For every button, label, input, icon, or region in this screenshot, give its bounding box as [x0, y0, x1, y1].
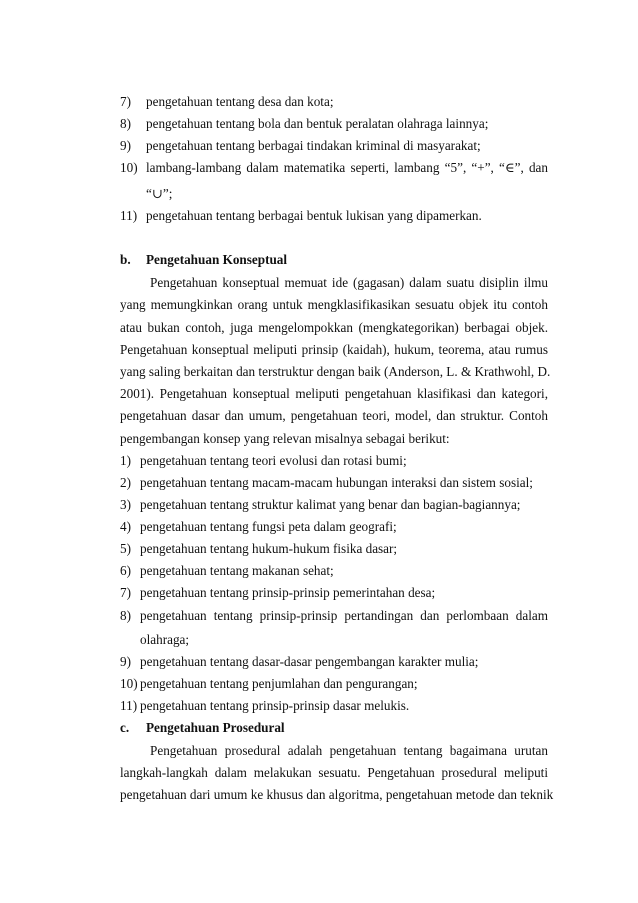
- section-title: Pengetahuan Konseptual: [146, 252, 288, 267]
- list-number: 4): [120, 519, 131, 534]
- list-text: pengetahuan tentang struktur kalimat yang benar dan bagian-bagiannya;: [140, 497, 521, 512]
- paragraph-line: 2001). Pengetahuan konseptual meliputi pengetahuan klasifikasi dan kategori,: [120, 386, 548, 401]
- list-number: 9): [120, 654, 131, 669]
- list-number: 5): [120, 541, 131, 556]
- section-letter: b.: [120, 252, 131, 267]
- list-text: pengetahuan tentang bola dan bentuk peralatan olahraga lainnya;: [146, 116, 489, 131]
- list-text: pengetahuan tentang berbagai tindakan kriminal di masyarakat;: [146, 138, 481, 153]
- list-text: pengetahuan tentang prinsip-prinsip pertandingan dan perlombaan dalam: [140, 608, 548, 623]
- list-text: olahraga;: [140, 632, 190, 647]
- list-number: 2): [120, 475, 131, 490]
- list-text: pengetahuan tentang dasar-dasar pengembangan karakter mulia;: [140, 654, 479, 669]
- paragraph-line: pengetahuan dasar dan umum, pengetahuan teori, model, dan struktur. Contoh: [120, 408, 548, 423]
- list-number: 8): [120, 116, 131, 131]
- list-number: 11): [120, 698, 138, 713]
- paragraph-line: Pengetahuan konseptual meliputi prinsip (kaidah), hukum, teorema, atau rumus: [120, 342, 548, 357]
- list-text: “∪”;: [146, 186, 173, 201]
- section-letter: c.: [120, 720, 130, 735]
- list-text: pengetahuan tentang prinsip-prinsip dasar melukis.: [140, 698, 410, 713]
- list-text: pengetahuan tentang macam-macam hubungan interaksi dan sistem sosial;: [140, 475, 533, 490]
- list-text: pengetahuan tentang prinsip-prinsip pemerintahan desa;: [140, 585, 436, 600]
- paragraph-line: Pengetahuan konseptual memuat ide (gagasan) dalam suatu disiplin ilmu: [150, 275, 548, 290]
- list-number: 3): [120, 497, 131, 512]
- list-text: lambang-lambang dalam matematika seperti, lambang “5”, “+”, “∈”, dan: [146, 160, 548, 175]
- list-number: 7): [120, 94, 131, 109]
- list-text: pengetahuan tentang berbagai bentuk lukisan yang dipamerkan.: [146, 208, 482, 223]
- paragraph-line: langkah-langkah dalam melakukan sesuatu. Pengetahuan prosedural meliputi: [120, 765, 548, 780]
- list-text: pengetahuan tentang desa dan kota;: [146, 94, 334, 109]
- list-number: 6): [120, 563, 131, 578]
- list-number: 11): [120, 208, 138, 223]
- paragraph-line: yang memungkinkan orang untuk mengklasifikasikan sesuatu objek itu contoh: [120, 297, 548, 312]
- list-text: pengetahuan tentang fungsi peta dalam geografi;: [140, 519, 397, 534]
- list-text: pengetahuan tentang makanan sehat;: [140, 563, 334, 578]
- list-number: 10): [120, 160, 138, 175]
- list-number: 7): [120, 585, 131, 600]
- list-text: pengetahuan tentang hukum-hukum fisika dasar;: [140, 541, 398, 556]
- paragraph-line: Pengetahuan prosedural adalah pengetahuan tentang bagaimana urutan: [150, 743, 548, 758]
- list-text: pengetahuan tentang penjumlahan dan pengurangan;: [140, 676, 418, 691]
- list-text: pengetahuan tentang teori evolusi dan rotasi bumi;: [140, 453, 407, 468]
- list-number: 9): [120, 138, 131, 153]
- list-number: 1): [120, 453, 131, 468]
- paragraph-line: pengetahuan dari umum ke khusus dan algoritma, pengetahuan metode dan teknik: [120, 787, 554, 802]
- list-number: 8): [120, 608, 131, 623]
- section-title: Pengetahuan Prosedural: [146, 720, 285, 735]
- paragraph-line: yang saling berkaitan dan terstruktur dengan baik (Anderson, L. & Krathwohl, D.: [120, 364, 551, 379]
- list-number: 10): [120, 676, 138, 691]
- paragraph-line: atau bukan contoh, juga mengelompokkan (mengkategorikan) berbagai objek.: [120, 320, 548, 335]
- paragraph-line: pengembangan konsep yang relevan misalnya sebagai berikut:: [120, 431, 450, 446]
